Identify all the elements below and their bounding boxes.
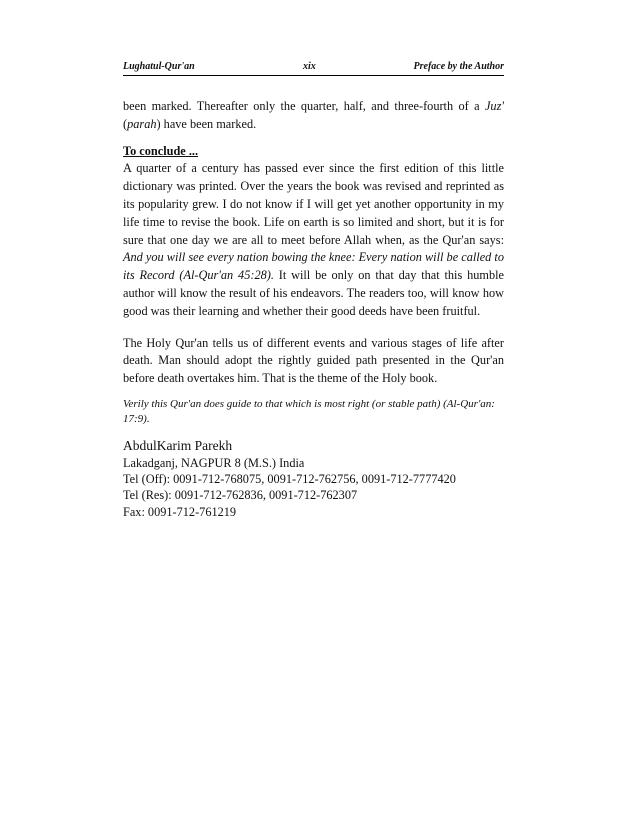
paragraph-marked: been marked. Thereafter only the quarter, half, and three-fourth of a Juz' (parah) have been marked. (123, 99, 504, 131)
page-body (123, 98, 504, 520)
author-tel-office: Tel (Off): 0091-712-768075, 0091-712-762756, 0091-712-7777420 (123, 472, 456, 487)
quran-quote-45-28: And you will see every nation bowing the knee: Every nation will be called to its Record (Al-Qur'an 45:28). (123, 250, 504, 283)
author-block (123, 437, 504, 520)
author-tel-residence: Tel (Res): 0091-712-762836, 0091-712-762307 (123, 488, 358, 503)
author-address: Lakadganj, NAGPUR 8 (M.S.) India (123, 455, 305, 470)
term-parah: parah (127, 116, 157, 131)
paragraph-conclude: A quarter of a century has passed ever since the first edition of this little dictionary was printed. Over the years the book was revised and reprinted as its popularity grew. I do not know if I will get yet another opportunity in my life time to revise the book. Life on earth is so limited and short, but it is for sure that one day we are all to meet before Allah when, as the Qur'an says: And you will see every nation bowing the knee: Every nation will be called to its Record (Al-Qur'an 45:28). It will be only on that day that this humble author will know the result of his endeavors. The readers too, will know how good was their learning and whether their good deeds have been fruitful. (123, 161, 504, 318)
author-name: AbdulKarim Parekh (123, 437, 233, 453)
quran-quote-17-9: Verily this Qur'an does guide to that which is most right (or stable path) (Al-Qur'an: 17:9). (123, 397, 495, 426)
header-page-number: xix (303, 61, 316, 72)
header-section-title: Preface by the Author (413, 61, 504, 72)
paragraph-holy-quran: The Holy Qur'an tells us of different events and various stages of life after death. Man should adopt the rightly guided path presented in the Qur'an before death overtakes him. That is the theme of the Holy book. (123, 335, 504, 386)
section-heading: To conclude ... (123, 143, 199, 158)
header-book-title: Lughatul-Qur'an (123, 61, 195, 72)
author-fax: Fax: 0091-712-761219 (123, 504, 237, 519)
term-juz: Juz' (484, 99, 504, 113)
running-header (123, 60, 504, 76)
